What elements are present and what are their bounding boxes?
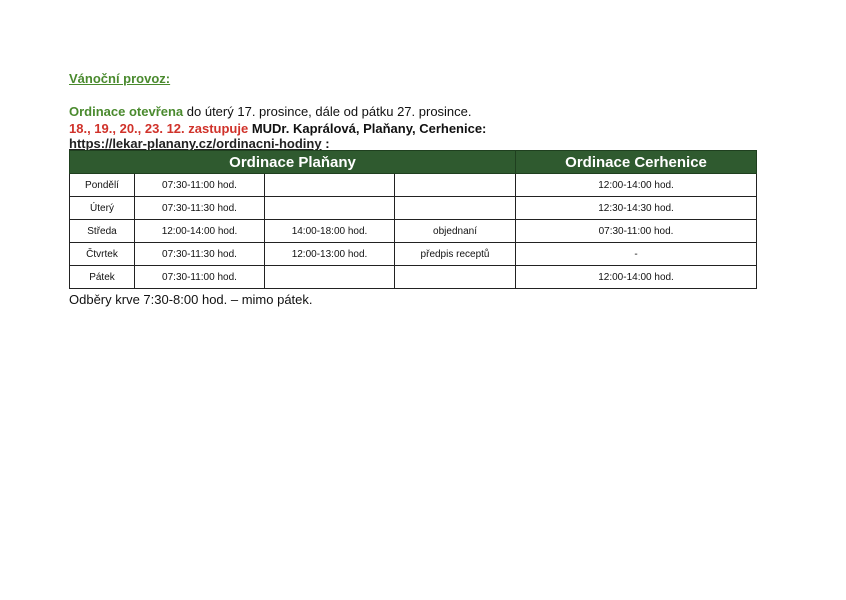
blood-draw-note: Odběry krve 7:30-8:00 hod. – mimo pátek. bbox=[69, 292, 313, 307]
planany-note-cell bbox=[395, 174, 516, 197]
planany-hours-cell: 07:30-11:30 hod. bbox=[135, 243, 265, 266]
substitute-dates: 18., 19., 20., 23. 12. zastupuje bbox=[69, 121, 249, 136]
planany-note-cell: objednaní bbox=[395, 220, 516, 243]
planany-hours-cell: 07:30-11:30 hod. bbox=[135, 197, 265, 220]
office-hours-table bbox=[69, 150, 757, 289]
planany-afternoon-cell bbox=[265, 174, 395, 197]
day-cell: Čtvrtek bbox=[70, 243, 135, 266]
day-cell: Středa bbox=[70, 220, 135, 243]
open-dates: do úterý 17. prosince, dále od pátku 27. prosince. bbox=[183, 104, 472, 119]
header-planany: Ordinace Plaňany bbox=[70, 151, 516, 174]
table-header-row bbox=[70, 151, 757, 174]
notice-line-open bbox=[69, 104, 472, 119]
cerhenice-hours-cell: - bbox=[516, 243, 757, 266]
table-row bbox=[70, 174, 757, 197]
notice-line-link bbox=[69, 136, 330, 151]
planany-hours-cell: 07:30-11:00 hod. bbox=[135, 174, 265, 197]
open-label: Ordinace otevřena bbox=[69, 104, 184, 119]
table-row bbox=[70, 243, 757, 266]
planany-afternoon-cell: 14:00-18:00 hod. bbox=[265, 220, 395, 243]
planany-note-cell bbox=[395, 197, 516, 220]
planany-afternoon-cell: 12:00-13:00 hod. bbox=[265, 243, 395, 266]
cerhenice-hours-cell: 12:00-14:00 hod. bbox=[516, 266, 757, 289]
link-suffix: : bbox=[321, 136, 330, 151]
cerhenice-hours-cell: 07:30-11:00 hod. bbox=[516, 220, 757, 243]
planany-afternoon-cell bbox=[265, 197, 395, 220]
hours-link[interactable]: https://lekar-planany.cz/ordinacni-hodiny bbox=[69, 136, 322, 151]
planany-note-cell: předpis receptů bbox=[395, 243, 516, 266]
header-cerhenice: Ordinace Cerhenice bbox=[516, 151, 757, 174]
planany-hours-cell: 12:00-14:00 hod. bbox=[135, 220, 265, 243]
cerhenice-hours-cell: 12:30-14:30 hod. bbox=[516, 197, 757, 220]
christmas-heading: Vánoční provoz: bbox=[69, 71, 171, 86]
planany-afternoon-cell bbox=[265, 266, 395, 289]
table-row bbox=[70, 197, 757, 220]
day-cell: Pátek bbox=[70, 266, 135, 289]
planany-hours-cell: 07:30-11:00 hod. bbox=[135, 266, 265, 289]
table-row bbox=[70, 220, 757, 243]
day-cell: Úterý bbox=[70, 197, 135, 220]
cerhenice-hours-cell: 12:00-14:00 hod. bbox=[516, 174, 757, 197]
substitute-doctor: MUDr. Kaprálová, Plaňany, Cerhenice: bbox=[248, 121, 487, 136]
notice-line-substitute bbox=[69, 121, 486, 136]
table-row bbox=[70, 266, 757, 289]
planany-note-cell bbox=[395, 266, 516, 289]
day-cell: Pondělí bbox=[70, 174, 135, 197]
